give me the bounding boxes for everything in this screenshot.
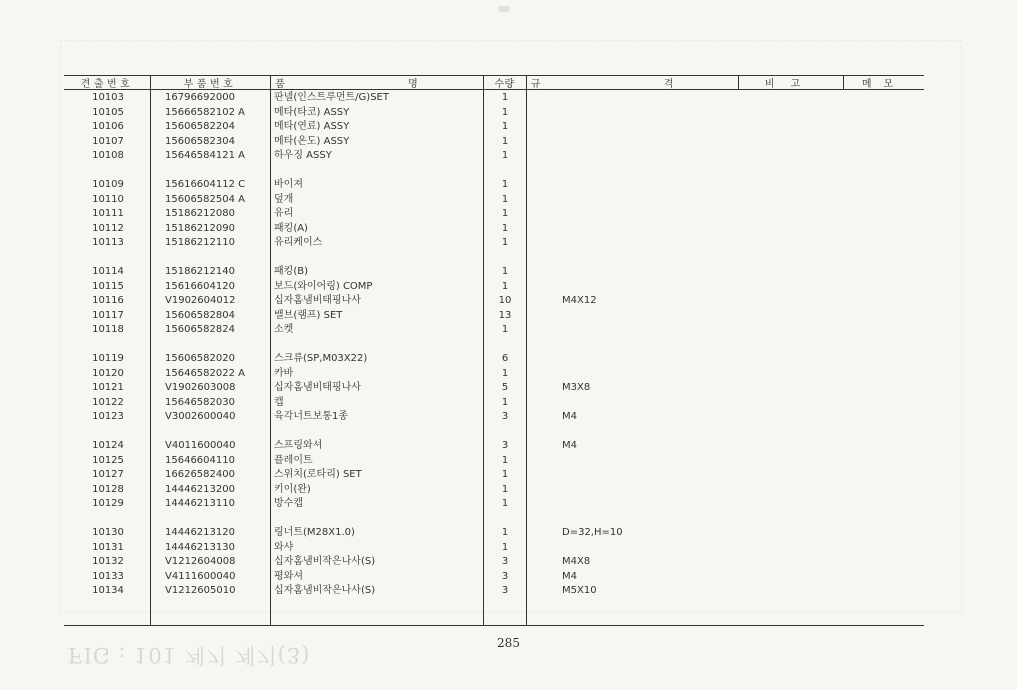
row-quantity: 1	[501, 454, 509, 466]
row-quantity: 1	[501, 266, 509, 277]
row-part-name: 하우징 ASSY	[274, 150, 332, 161]
row-part-name: 플레이트	[274, 454, 313, 466]
row-part-no: 15666582102 A	[165, 106, 246, 118]
row-part-name: 소켓	[274, 324, 294, 335]
row-part-no: V1212604008	[165, 556, 236, 567]
row-part-name: 십자홈냄비태핑나사	[274, 382, 361, 393]
row-part-no: 15186212080	[165, 208, 235, 219]
row-part-no: 15186212140	[165, 266, 235, 277]
row-part-name: 키이(완)	[274, 483, 311, 495]
row-ref-no: 10106	[92, 121, 124, 132]
row-ref-no: 10124	[92, 440, 124, 451]
row-quantity: 1	[501, 541, 509, 553]
row-quantity: 3	[501, 556, 509, 567]
row-part-name: 스위치(로타리) SET	[274, 469, 362, 480]
row-ref-no: 10110	[92, 193, 124, 205]
row-quantity: 1	[501, 179, 509, 190]
row-part-name: 평와셔	[274, 570, 303, 582]
row-part-name: 링너트(M28X1.0)	[274, 527, 355, 538]
row-quantity: 1	[501, 324, 509, 335]
column-divider	[526, 75, 527, 625]
row-quantity: 1	[501, 367, 509, 379]
row-spec: M4X12	[562, 295, 597, 306]
header-remarks: 비고	[764, 79, 817, 90]
row-ref-no: 10109	[92, 179, 124, 190]
row-part-no: V1902604012	[165, 295, 236, 306]
row-ref-no: 10107	[92, 135, 124, 147]
row-part-no: V1902603008	[165, 382, 236, 393]
row-ref-no: 10117	[92, 309, 124, 321]
row-part-name: 캡	[274, 396, 284, 408]
row-quantity: 1	[501, 121, 509, 132]
row-ref-no: 10118	[92, 324, 124, 335]
header-spec: 규 격	[530, 79, 734, 90]
row-part-name: 와샤	[274, 541, 294, 553]
row-part-no: 15616604112 C	[165, 179, 246, 190]
row-quantity: 3	[501, 585, 509, 596]
row-part-name: 밸브(램프) SET	[274, 309, 343, 321]
row-ref-no: 10108	[92, 150, 124, 161]
row-quantity: 3	[501, 411, 509, 422]
bleed-through-caption: FIG : 101 계기 계기(3)	[68, 643, 311, 667]
row-part-no: 14446213200	[165, 483, 235, 495]
row-part-name: 판넬(인스트루먼트/G)SET	[274, 92, 389, 103]
row-ref-no: 10103	[92, 92, 124, 103]
row-ref-no: 10112	[92, 222, 124, 234]
row-ref-no: 10134	[92, 585, 124, 596]
row-part-no: 14446213130	[165, 541, 235, 553]
row-part-name: 보드(와이어링) COMP	[274, 280, 373, 292]
page-number: 285	[497, 636, 520, 650]
row-quantity: 1	[501, 527, 509, 538]
row-part-no: 15606582824	[165, 324, 235, 335]
scan-speck	[498, 6, 510, 12]
row-part-no: V1212605010	[165, 585, 236, 596]
row-part-no: 15616604120	[165, 280, 235, 292]
row-spec: M3X8	[562, 382, 591, 393]
row-part-name: 십자홈냄비태핑나사	[274, 295, 361, 306]
row-part-name: 유리	[274, 208, 294, 219]
header-memo: 메모	[861, 79, 906, 90]
row-spec: D=32,H=10	[562, 527, 623, 538]
row-part-name: 카바	[274, 367, 294, 379]
row-ref-no: 10129	[92, 498, 124, 509]
column-divider	[150, 75, 151, 625]
row-quantity: 1	[501, 222, 509, 234]
row-spec: M4	[562, 570, 577, 582]
row-part-no: 16796692000	[165, 92, 235, 103]
header-part-name: 품 명	[275, 79, 478, 90]
row-ref-no: 10132	[92, 556, 124, 567]
row-ref-no: 10127	[92, 469, 124, 480]
row-part-no: V4011600040	[165, 440, 236, 451]
row-part-name: 메타(연료) ASSY	[274, 121, 350, 132]
row-ref-no: 10121	[92, 382, 124, 393]
row-quantity: 10	[498, 295, 512, 306]
row-part-no: 15646584121 A	[165, 150, 246, 161]
row-part-no: 15606582504 A	[165, 193, 246, 205]
table-bottom-rule	[64, 625, 924, 626]
row-quantity: 1	[501, 208, 509, 219]
row-quantity: 1	[501, 237, 509, 248]
row-ref-no: 10105	[92, 106, 124, 118]
row-quantity: 1	[501, 135, 509, 147]
row-part-name: 유리케이스	[274, 237, 323, 248]
row-ref-no: 10133	[92, 570, 124, 582]
row-part-no: 14446213120	[165, 527, 235, 538]
row-ref-no: 10122	[92, 396, 124, 408]
header-quantity: 수량	[494, 79, 515, 90]
row-quantity: 1	[501, 150, 509, 161]
row-spec: M4	[562, 440, 577, 451]
row-quantity: 3	[501, 570, 509, 582]
row-part-no: 15646582030	[165, 396, 235, 408]
row-quantity: 3	[501, 440, 509, 451]
row-ref-no: 10128	[92, 483, 124, 495]
row-quantity: 1	[501, 469, 509, 480]
row-ref-no: 10130	[92, 527, 124, 538]
row-part-no: 15606582804	[165, 309, 235, 321]
header-ref-no: 견출번호	[80, 79, 134, 90]
row-part-no: 15186212090	[165, 222, 235, 234]
row-ref-no: 10115	[92, 280, 124, 292]
row-spec: M5X10	[562, 585, 597, 596]
row-quantity: 5	[501, 382, 509, 393]
row-part-name: 십자홈냄비작은나사(S)	[274, 556, 376, 567]
row-part-no: 14446213110	[165, 498, 235, 509]
column-divider	[270, 75, 271, 625]
row-ref-no: 10111	[92, 208, 124, 219]
row-quantity: 6	[501, 353, 509, 364]
row-part-no: V4111600040	[165, 570, 236, 582]
row-part-name: 육각너트보통1종	[274, 411, 348, 422]
row-part-no: 16626582400	[165, 469, 235, 480]
row-ref-no: 10113	[92, 237, 124, 248]
row-ref-no: 10116	[92, 295, 124, 306]
row-part-no: 15646582022 A	[165, 367, 246, 379]
row-part-no: 15606582020	[165, 353, 235, 364]
row-quantity: 1	[501, 193, 509, 205]
row-quantity: 1	[501, 498, 509, 509]
row-quantity: 1	[501, 92, 509, 103]
row-part-no: V3002600040	[165, 411, 236, 422]
row-ref-no: 10114	[92, 266, 124, 277]
row-ref-no: 10125	[92, 454, 124, 466]
row-quantity: 13	[498, 309, 512, 321]
row-part-name: 십자홈냄비작은나사(S)	[274, 585, 376, 596]
row-part-name: 덮개	[274, 193, 294, 205]
row-part-no: 15186212110	[165, 237, 235, 248]
row-part-no: 15606582204	[165, 121, 235, 132]
row-quantity: 1	[501, 396, 509, 408]
row-ref-no: 10119	[92, 353, 124, 364]
row-part-name: 패킹(A)	[274, 222, 308, 234]
row-quantity: 1	[501, 106, 509, 118]
row-ref-no: 10123	[92, 411, 124, 422]
row-ref-no: 10131	[92, 541, 124, 553]
row-part-name: 메타(타코) ASSY	[274, 106, 350, 118]
row-spec: M4X8	[562, 556, 591, 567]
row-part-no: 15646604110	[165, 454, 235, 466]
row-part-name: 바이져	[274, 179, 303, 190]
row-ref-no: 10120	[92, 367, 124, 379]
row-spec: M4	[562, 411, 577, 422]
row-quantity: 1	[501, 280, 509, 292]
row-part-name: 메타(온도) ASSY	[274, 135, 350, 147]
row-part-no: 15606582304	[165, 135, 235, 147]
row-quantity: 1	[501, 483, 509, 495]
row-part-name: 패킹(B)	[274, 266, 308, 277]
row-part-name: 스크류(SP,M03X22)	[274, 353, 368, 364]
row-part-name: 방수캡	[274, 498, 303, 509]
header-part-no: 부품번호	[183, 79, 237, 90]
row-part-name: 스프링와셔	[274, 440, 323, 451]
